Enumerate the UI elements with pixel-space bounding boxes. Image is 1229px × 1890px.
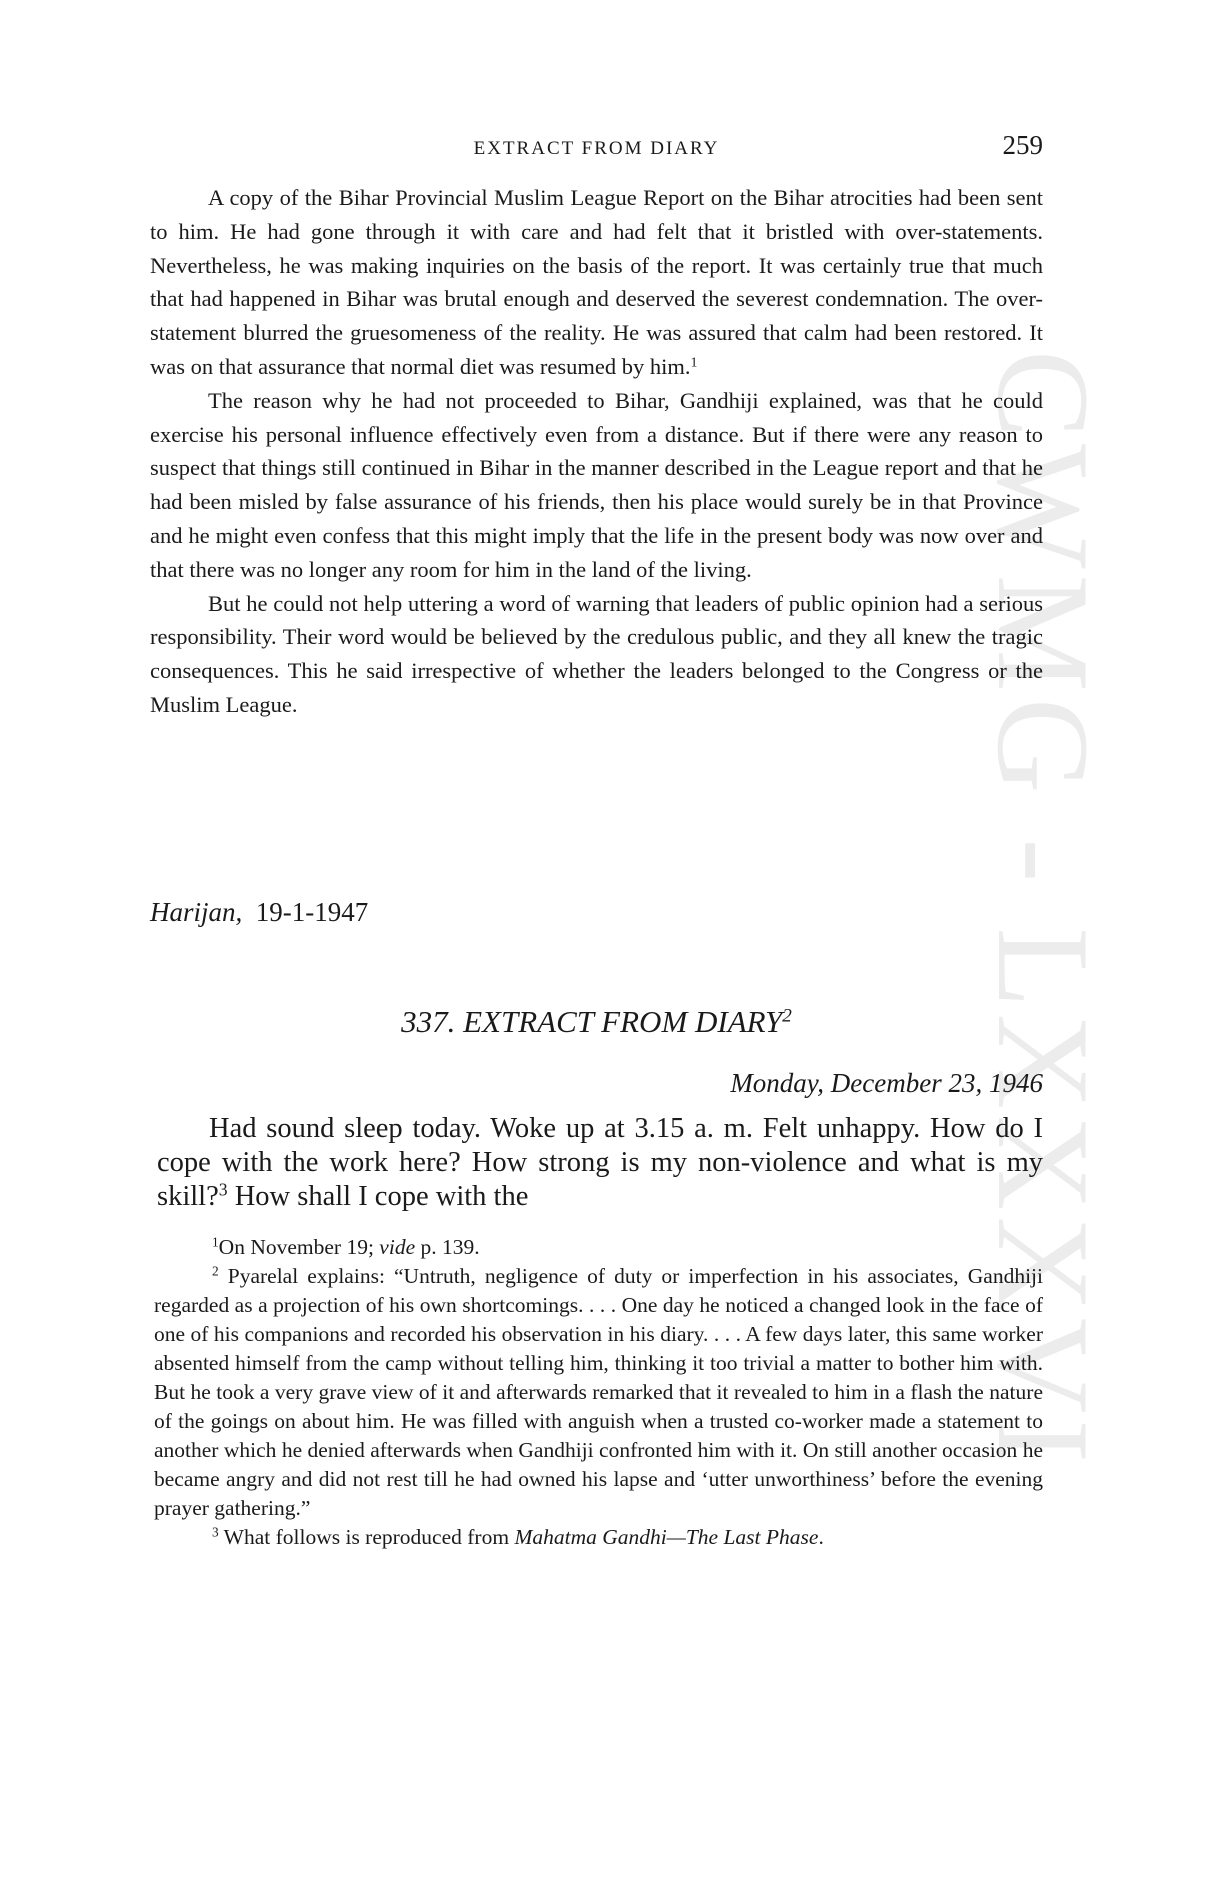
footnote-ref-3: 3: [218, 1179, 228, 1200]
paragraph-2: The reason why he had not proceeded to Bihar, Gandhiji explained, was that he could exercise his personal influence effectively even from a distance. But if there were any reason to suspect that things still continued in Bihar in the manner described in the League report and that he had been misled by false assurance of his friends, then his place would surely be in that Province and he might even confess that this might imply that the life in the present body was now over and that there was no longer any room for him in the land of the living.: [150, 387, 1043, 582]
footnote-3-end: .: [818, 1525, 824, 1549]
page-number: 259: [1002, 130, 1043, 160]
footnote-2-text: Pyarelal explains: “Untruth, negligence of duty or imperfection in his associates, Gandhiji regarded as a projection of his own shortcomings. . . . One day he noticed a changed look in the face of one of his companions and recorded his observation in his diary. . . . A few days later, this same worker absented himself from the camp without telling him, thinking it too trivial a matter to bother him with. But he took a very grave view of it and afterwards remarked that it revealed to him in a flash the nature of the goings on about him. He was filled with anguish when a trusted co-worker made a statement to another which he denied afterwards when Gandhiji confronted him with it. On still another occasion he became angry and did not rest till he had owned his lapse and ‘utter unworthiness’ before the evening prayer gathering.”: [154, 1264, 1043, 1520]
footnote-3: [154, 1523, 1043, 1552]
footnote-1-text-b: p. 139.: [415, 1235, 480, 1259]
diary-text-b: How shall I cope with the: [227, 1181, 529, 1212]
watermark-text: CWMG - LXXXVI: [970, 350, 1117, 1470]
footnote-ref-2: 2: [782, 1005, 792, 1027]
diary-text: [157, 1112, 1043, 1214]
footnote-3-title: Mahatma Gandhi—The Last Phase: [514, 1525, 819, 1549]
paragraph-3: But he could not help uttering a word of warning that leaders of public opinion had a serious responsibility. Their word would be believed by the credulous public, and they all knew the tragic consequences. This he said irrespective of whether the leaders belonged to the Congress or the Muslim League.: [150, 590, 1043, 717]
footnote-2-number: 2: [212, 1263, 219, 1279]
running-head: [150, 130, 1043, 170]
footnote-1-vide: vide: [379, 1235, 416, 1259]
footnote-1-number: 1: [212, 1234, 219, 1250]
footnote-2: [154, 1262, 1043, 1523]
source-citation: [150, 897, 368, 928]
section-title: [150, 1004, 1043, 1040]
source-publication: Harijan,: [150, 897, 243, 927]
footnote-3-text: What follows is reproduced from: [218, 1525, 515, 1549]
footnote-ref-1: 1: [690, 355, 698, 371]
diary-date: Monday, December 23, 1946: [730, 1068, 1043, 1098]
diary-paragraph: [157, 1112, 1043, 1214]
paragraph-1: [150, 181, 1043, 384]
source-date: 19-1-1947: [255, 897, 369, 927]
body-text: [150, 181, 1043, 722]
footnote-3-number: 3: [212, 1524, 219, 1540]
diary-text-a: Had sound sleep today. Woke up at 3.15 a. m. Felt unhappy. How do I cope with the work here? How strong is my non-violence and what is my skill?: [157, 1113, 1043, 1212]
footnote-1-text-a: On November 19;: [218, 1235, 380, 1259]
section-title-text: 337. EXTRACT FROM DIARY: [401, 1004, 783, 1039]
footnotes: [154, 1233, 1043, 1552]
running-title: EXTRACT FROM DIARY: [473, 138, 720, 159]
paragraph-1-text: A copy of the Bihar Provincial Muslim League Report on the Bihar atrocities had been sent to him. He had gone through it with care and had felt that it bristled with over-statements. Nevertheless, he was making inquiries on the basis of the report. It was certainly true that much that had happened in Bihar was brutal enough and deserved the severest condemnation. The over-statement blurred the gruesomeness of the reality. He was assured that calm had been restored. It was on that assurance that normal diet was resumed by him.: [150, 185, 1043, 379]
footnote-1: [154, 1233, 1043, 1262]
document-page: [150, 0, 1043, 1890]
